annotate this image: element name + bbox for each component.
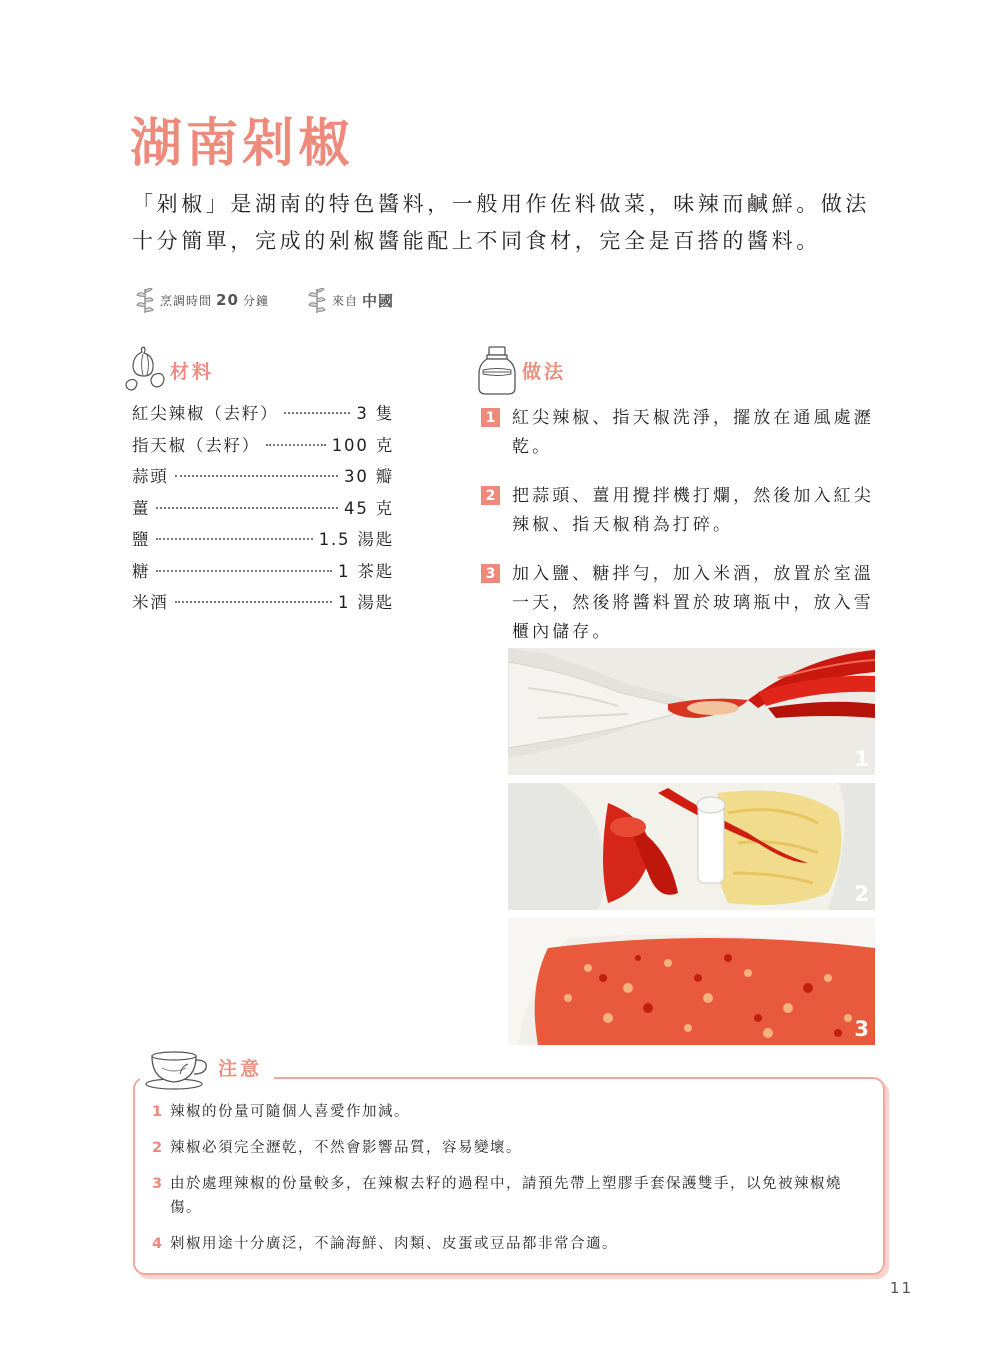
step-item: 3 加入鹽、糖拌勻，加入米酒，放置於室溫一天，然後將醬料置於玻璃瓶中，放入雪櫃內儲存。 [481, 560, 881, 647]
leader-dots [284, 412, 350, 414]
step-photo-3: 3 [508, 918, 875, 1045]
step-number: 2 [481, 486, 500, 505]
leader-dots [266, 444, 326, 446]
leader-dots [156, 570, 332, 572]
ingredients-heading: 材料 [120, 346, 214, 394]
ingredient-row: 糖 1 茶匙 [132, 561, 394, 581]
teacup-icon [144, 1044, 214, 1090]
blender-image [508, 783, 875, 910]
note-item: 1 辣椒的份量可隨個人喜愛作加減。 [152, 1104, 410, 1120]
chili-cutting-image [508, 648, 875, 775]
step-photo-1: 1 [508, 648, 875, 775]
jar-icon [476, 344, 518, 396]
ingredients-list [132, 400, 394, 621]
herb-icon [134, 286, 156, 314]
recipe-intro: 「剁椒」是湖南的特色醬料，一般用作佐料做菜，味辣而鹹鮮。做法十分簡單，完成的剁椒醬能配上不同食材，完全是百搭的醬料。 [132, 192, 870, 253]
ingredient-row: 指天椒（去籽） 100 克 [132, 435, 394, 455]
leader-dots [175, 601, 332, 603]
notes-heading: 注意 [140, 1042, 274, 1092]
step-photo-2: 2 [508, 783, 875, 910]
method-heading: 做法 [476, 344, 566, 396]
ingredient-row: 蒜頭 30 瓣 [132, 467, 394, 486]
note-item: 2 辣椒必須完全瀝乾，不然會影響品質，容易變壞。 [152, 1140, 522, 1156]
chili-paste-image [508, 918, 875, 1045]
leader-dots [156, 507, 338, 509]
page-number: 11 [889, 1279, 913, 1297]
ingredient-row: 紅尖辣椒（去籽） 3 隻 [132, 404, 394, 423]
step-number: 3 [481, 564, 500, 583]
garlic-icon [120, 346, 170, 394]
ingredient-row: 鹽 1.5 湯匙 [132, 530, 394, 549]
note-item: 4 剁椒用途十分廣泛，不論海鮮、肉類、皮蛋或豆品都非常合適。 [152, 1236, 618, 1252]
ingredient-row: 薑 45 克 [132, 498, 394, 518]
step-item: 2 把蒜頭、薑用攪拌機打爛，然後加入紅尖辣椒、指天椒稍為打碎。 [481, 482, 881, 540]
herb-icon [306, 286, 328, 314]
method-steps [481, 404, 881, 667]
page-title: 湖南剁椒 [130, 114, 355, 174]
step-item: 1 紅尖辣椒、指天椒洗淨，擺放在通風處瀝乾。 [481, 404, 881, 462]
note-item: 3 由於處理辣椒的份量較多，在辣椒去籽的過程中，請預先帶上塑膠手套保護雙手，以免被辣椒燒傷。 [152, 1176, 842, 1216]
leader-dots [175, 475, 338, 477]
notes-list [152, 1100, 852, 1268]
cooking-time: 烹調時間 20 分鐘 [134, 286, 269, 314]
step-number: 1 [481, 408, 500, 427]
origin: 來自 中國 [306, 286, 398, 314]
ingredient-row: 米酒 1 湯匙 [132, 593, 394, 612]
leader-dots [156, 538, 312, 540]
